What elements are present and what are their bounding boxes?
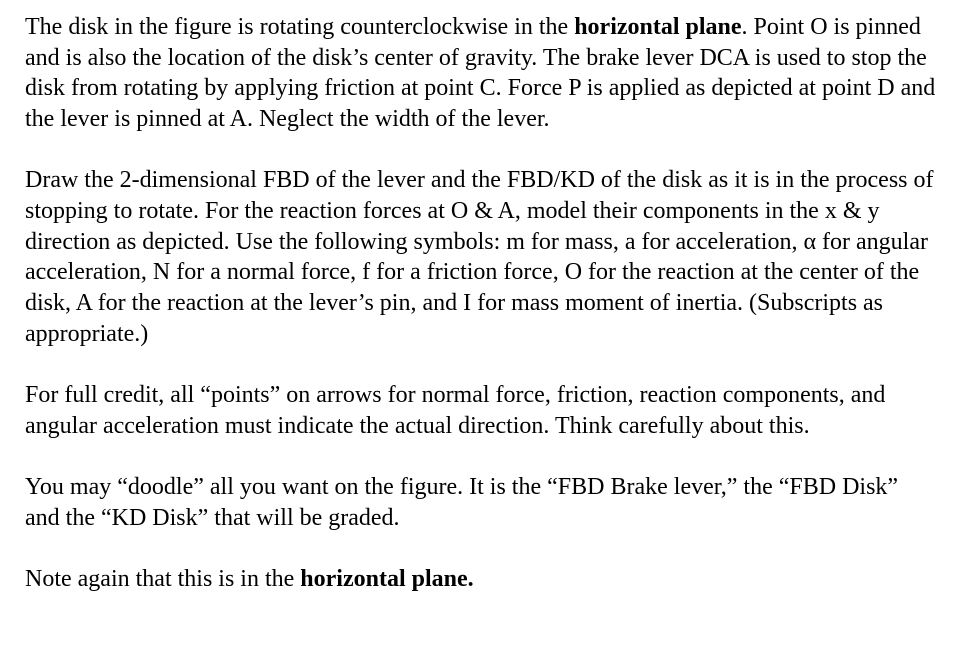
paragraph-horizontal-plane-note <box>25 564 937 595</box>
disk-description-text-end: . Point O is pinned and is also the location of the disk’s center of gravity. The brake lever DCA is used to stop the disk from rotating by applying friction at point C. Force P is applied as depicted at point D and the lever is pinned at A. Neglect the width of the lever. <box>25 14 936 133</box>
paragraph-doodle-note: You may “doodle” all you want on the figure. It is the “FBD Brake lever,” the “FBD Disk” and the “KD Disk” that will be graded. <box>25 473 899 531</box>
paragraph-disk-description <box>25 12 937 135</box>
disk-description-text-start: The disk in the figure is rotating counterclockwise in the <box>25 14 575 40</box>
horizontal-plane-note-emphasis: horizontal plane. <box>300 565 474 592</box>
problem-statement <box>25 12 937 595</box>
paragraph-full-credit-note: For full credit, all “points” on arrows for normal force, friction, reaction components, and angular acceleration must indicate the actual direction. Think carefully about this. <box>25 382 886 439</box>
horizontal-plane-emphasis: horizontal plane <box>574 14 742 40</box>
paragraph-fbd-instructions: Draw the 2-dimensional FBD of the lever and the FBD/KD of the disk as it is in the process of stopping to rotate. For the reaction forces at O & A, model their components in the x & y direction as depicted. Use the following symbols: m for mass, a for acceleration, α for angular acceleration, N for a normal force, f for a friction force, O for the reaction at the center of the disk, A for the reaction at the lever’s pin, and I for mass moment of inertia. (Subscripts as appropriate.) <box>25 167 934 347</box>
horizontal-plane-note-text: Note again that this is in the <box>25 565 301 592</box>
